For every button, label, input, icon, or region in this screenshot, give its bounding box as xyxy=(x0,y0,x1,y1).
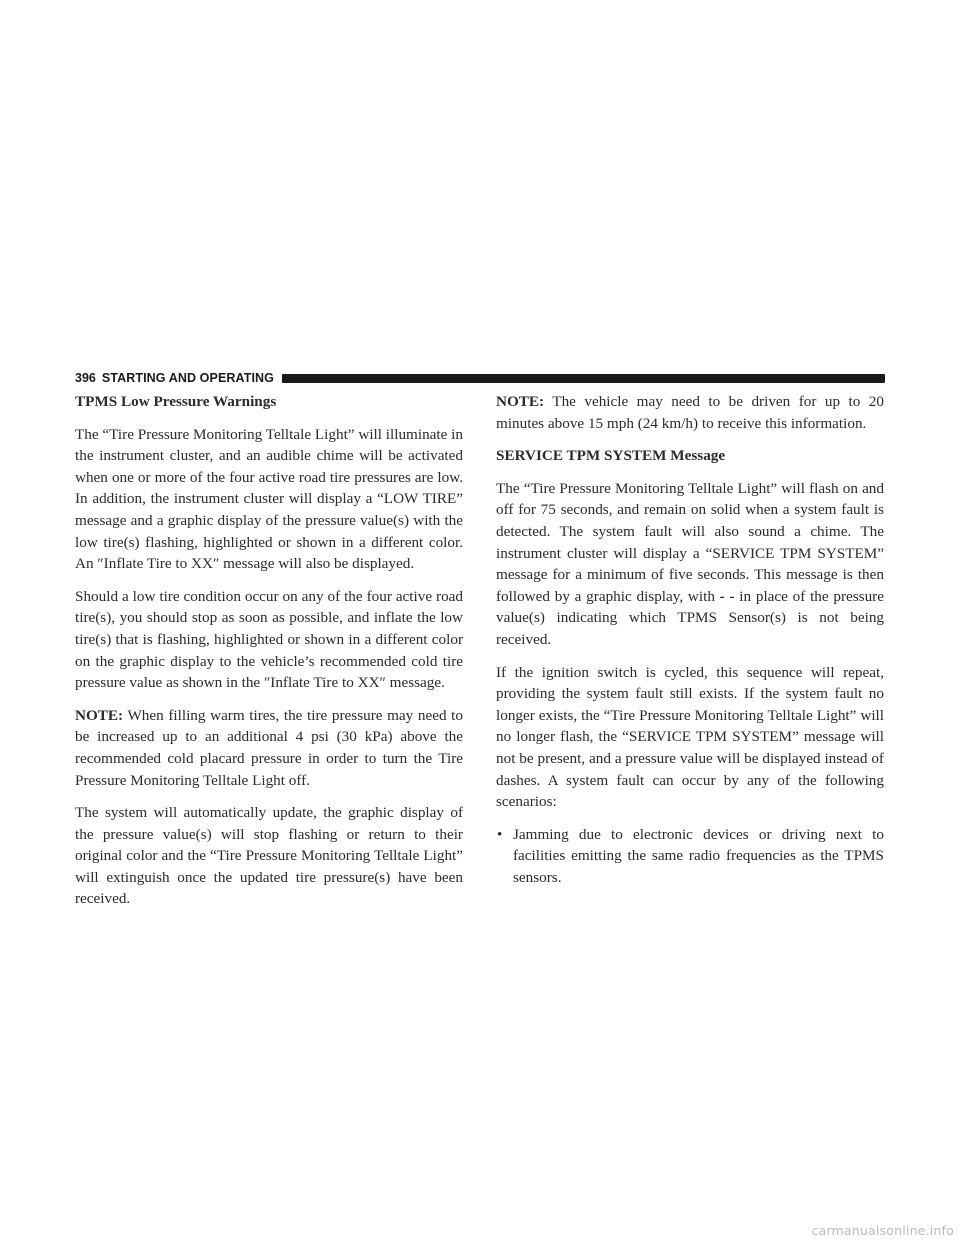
left-column xyxy=(75,391,463,921)
header-rule xyxy=(282,374,885,383)
note-text: When filling warm tires, the tire pressure may need to be increased up to an additional 4 psi (30 kPa) above the recommended cold placard pressure in order to turn the Tire Pressure Monitoring Telltale Light off. xyxy=(75,706,463,789)
note-drive-time xyxy=(496,391,884,434)
watermark: carmanualsonline.info xyxy=(811,1223,954,1238)
paragraph-ignition-cycled: If the ignition switch is cycled, this sequence will repeat, providing the system fault still exists. If the system fault no longer exists, the “Tire Pressure Monitoring Telltale Light” will no longer flash, the “SERVICE TPM SYSTEM” message will not be present, and a pressure value will be displayed instead of dashes. A system fault can occur by any of the following scenarios: xyxy=(496,663,884,811)
note-text: The vehicle may need to be driven for up to 20 minutes above 15 mph (24 km/h) to receive this information. xyxy=(496,393,884,432)
list-item xyxy=(496,824,884,889)
note-label: NOTE: xyxy=(75,706,124,724)
fault-text-start: The “Tire Pressure Monitoring Telltale Light” will flash on and off for 75 seconds, and remain on solid when a system fault is detected. The system fault will also sound a chime. The instrument cluster will display a “SERVICE TPM SYSTEM” message for a minimum of five seconds. This message is then followed by a graphic display, with xyxy=(496,479,884,605)
note-warm-tires xyxy=(75,705,463,791)
paragraph-low-tire-condition: Should a low tire condition occur on any of the four active road tire(s), you should stop as soon as possible, and inflate the low tire(s) that is flashing, highlighted or shown in a different color on the graphic display to the vehicle’s recommended cold tire pressure value as shown in the ″Inflate Tire to XX″ message. xyxy=(75,587,463,692)
bullet-text: Jamming due to electronic devices or driving next to facilities emitting the same radio frequencies as the TPMS sensors. xyxy=(513,825,884,886)
page-number: 396 xyxy=(75,371,96,385)
section-title: STARTING AND OPERATING xyxy=(101,371,274,385)
heading-low-pressure-warnings: TPMS Low Pressure Warnings xyxy=(75,393,277,410)
page-header xyxy=(75,370,885,386)
note-label: NOTE: xyxy=(496,393,545,410)
bullet-icon: • xyxy=(497,825,503,843)
heading-service-tpm-system: SERVICE TPM SYSTEM Message xyxy=(496,447,726,465)
paragraph-telltale-illuminate: The “Tire Pressure Monitoring Telltale Light” will illuminate in the instrument cluster, and an audible chime will be activated when one or more of the four active road tire pressures are low. In addition, the instrument cluster will display a “LOW TIRE” message and a graphic display of the pressure value(s) with the low tire(s) flashing, highlighted or shown in a different color. An ″Inflate Tire to XX″ message will also be displayed. xyxy=(75,425,463,573)
dashes-symbol: - - xyxy=(719,587,735,605)
paragraph-system-fault xyxy=(496,478,884,651)
paragraph-auto-update: The system will automatically update, the graphic display of the pressure value(s) will stop flashing or return to their original color and the “Tire Pressure Monitoring Telltale Light” will extinguish once the updated tire pressure(s) have been received. xyxy=(75,804,463,908)
right-column xyxy=(496,391,884,899)
fault-text-end: in place of the pressure value(s) indicating which TPMS Sensor(s) is not being received. xyxy=(496,587,884,648)
